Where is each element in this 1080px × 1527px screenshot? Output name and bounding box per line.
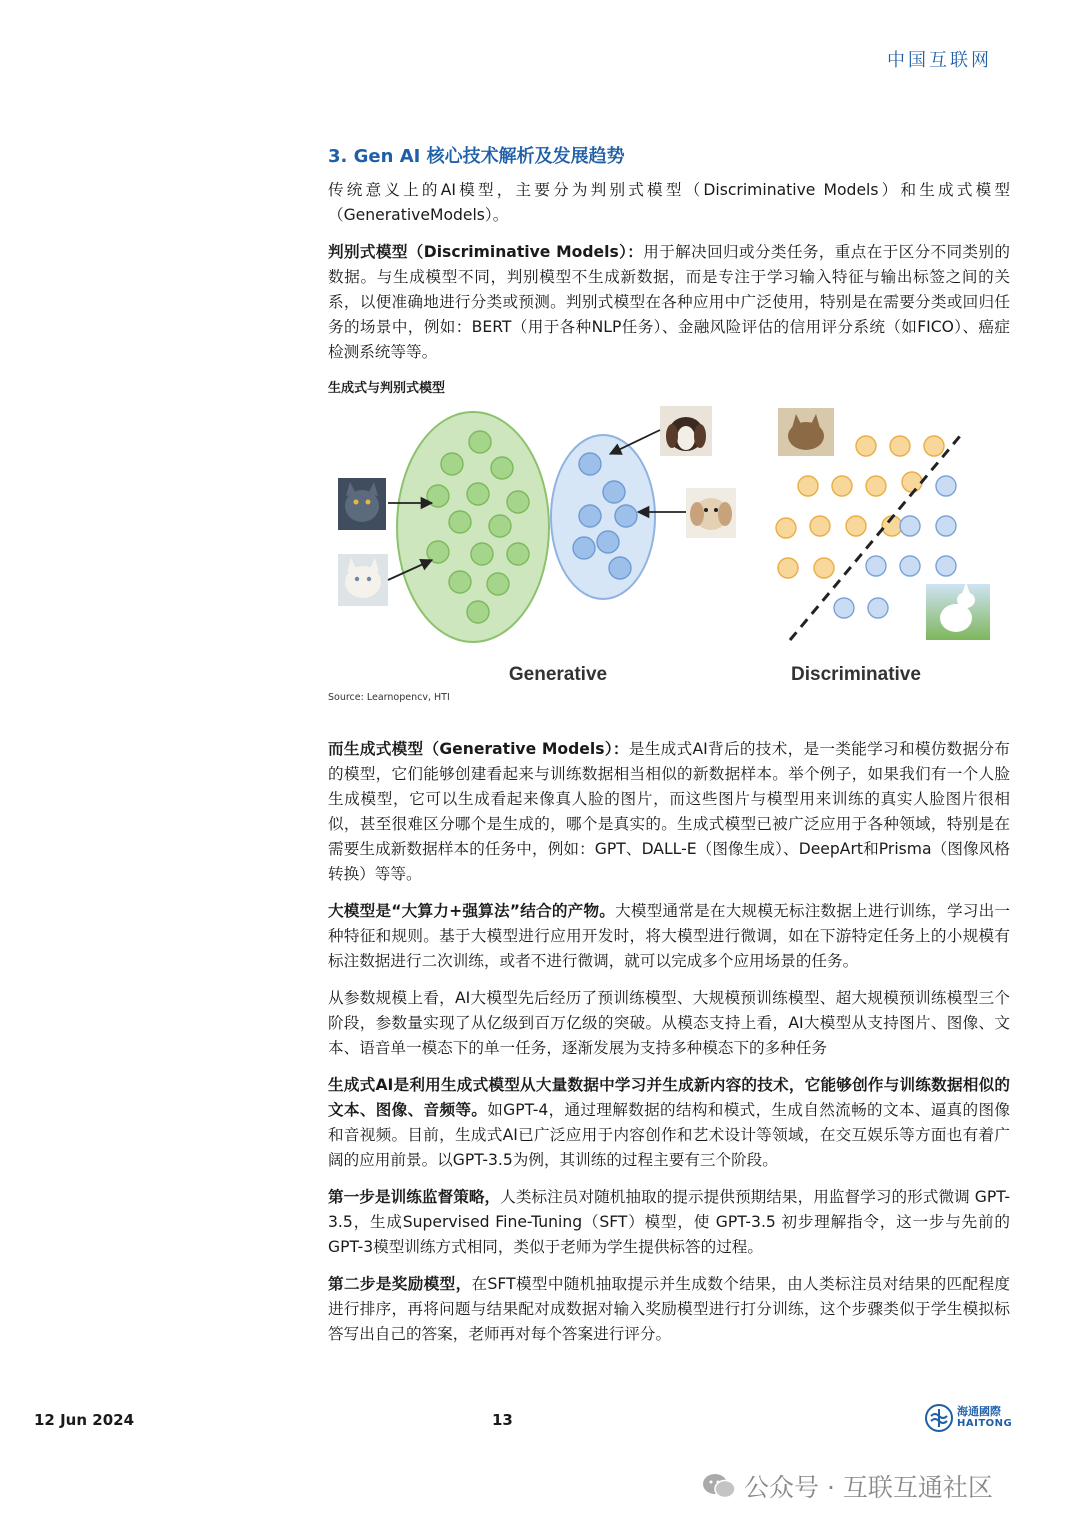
paragraph-text: 大模型通常是在大规模无标注数据上进行训练，学习出一种特征和规则。基于大模型进行应用开发时，将大模型进行微调，如在下游特定任务上的小规模有标注数据进行二次训练，或者不进行微调，就可以完成多个应用场景的任务。 — [328, 902, 1010, 970]
paragraph-text: 人类标注员对随机抽取的提示提供预期结果，用监督学习的形式微调 GPT-3.5，生成Supervised Fine-Tuning（SFT）模型，使 GPT-3.5 初步理解指令，这一步与先前的GPT-3模型训练方式相同，类似于老师为学生提供标答的过程。 — [328, 1188, 1010, 1256]
paragraph-bold-lead: 生成式AI是利用生成式模型从大量数据中学习并生成新内容的技术，它能够创作与训练数据相似的文本、图像、音频等。 — [328, 1076, 1010, 1119]
paragraph-bold-lead: 大模型是“大算力+强算法”结合的产物。 — [328, 902, 616, 920]
dog-image-1 — [660, 406, 712, 456]
paragraph-bold-lead: 而生成式模型（Generative Models）： — [328, 740, 629, 758]
paragraph-bold-lead: 第一步是训练监督策略， — [328, 1188, 501, 1206]
cat-image-2 — [338, 554, 388, 606]
paragraph-step-one — [328, 1185, 1010, 1260]
discriminative-class-ellipse — [551, 435, 655, 599]
paragraph-text: 用于解决回归或分类任务，重点在于区分不同类别的数据。与生成模型不同，判别模型不生成新数据，而是专注于学习输入特征与输出标签之间的关系，以便准确地进行分类或预测。判别式模型在各种应用中广泛使用，特别是在需要分类或回归任务的场景中，例如：BERT（用于各种NLP任务）、金融风险评估的信用评分系统（如FICO）、癌症检测系统等等。 — [328, 243, 1010, 361]
section-title: 3. Gen AI 核心技术解析及发展趋势 — [328, 146, 625, 167]
paragraph-bold-lead: 第二步是奖励模型， — [328, 1275, 472, 1293]
wechat-icon — [702, 1472, 736, 1500]
paragraph-1: 传统意义上的AI模型，主要分为判别式模型（Discriminative Models）和生成式模型（GenerativeModels）。 — [328, 181, 1010, 224]
footer-date: 12 Jun 2024 — [34, 1411, 135, 1429]
logo-text-en: HAITONG — [957, 1418, 1013, 1429]
paragraph-text: 在SFT模型中随机抽取提示并生成数个结果，由人类标注员对结果的匹配程度进行排序，再将问题与结果配对成数据对输入奖励模型进行打分训练，这个步骤类似于学生模拟标答写出自己的答案，老师再对每个答案进行评分。 — [328, 1275, 1010, 1343]
paragraph-discriminative — [328, 240, 1010, 365]
watermark-text: 公众号 · 互联互通社区 — [744, 1473, 993, 1502]
figure-source: Source: Learnopencv, HTI — [328, 692, 450, 703]
label-discriminative: Discriminative — [791, 664, 921, 685]
haitong-logo — [925, 1404, 1012, 1432]
paragraph-generative-ai — [328, 1073, 1010, 1173]
header-brand: 中国互联网 — [887, 50, 992, 71]
figure-illustration — [320, 402, 1010, 692]
main-content — [328, 142, 1010, 1359]
paragraph-parameter-scale: 从参数规模上看，AI大模型先后经历了预训练模型、大规模预训练模型、超大规模预训练模型三个阶段，参数量实现了从亿级到百万亿级的突破。从模态支持上看，AI大模型从支持图片、图像、文本、语音单一模态下的单一任务，逐渐发展为支持多种模态下的多种任务 — [328, 989, 1010, 1057]
cat-image-1 — [338, 478, 386, 530]
dog-image-3 — [926, 582, 990, 640]
paragraph-bold-lead: 判别式模型（Discriminative Models）： — [328, 243, 644, 261]
paragraph-text: 如GPT-4，通过理解数据的结构和模式，生成自然流畅的文本、逼真的图像和音视频。目前，生成式AI已广泛应用于内容创作和艺术设计等领域，在交互娱乐等方面也有着广阔的应用前景。以GPT-3.5为例，其训练的过程主要有三个阶段。 — [328, 1101, 1010, 1169]
figure-generative-vs-discriminative — [320, 402, 1010, 692]
page-number: 13 — [492, 1411, 513, 1429]
dog-image-2 — [686, 488, 736, 538]
label-generative: Generative — [508, 664, 608, 685]
figure-title: 生成式与判别式模型 — [328, 381, 446, 396]
cat-image-3 — [778, 408, 834, 456]
logo-text-cn: 海通國際 — [957, 1405, 1001, 1418]
haitong-logo-icon — [925, 1404, 953, 1432]
paragraph-step-two — [328, 1272, 1010, 1347]
paragraph-generative — [328, 737, 1010, 887]
paragraph-large-model — [328, 899, 1010, 974]
paragraph-text: 是生成式AI背后的技术，是一类能学习和模仿数据分布的模型，它们能够创建看起来与训练数据相当相似的新数据样本。举个例子，如果我们有一个人脸生成模型，它可以生成看起来像真人脸的图片，而这些图片与模型用来训练的真实人脸图片很相似，甚至很难区分哪个是生成的，哪个是真实的。生成式模型已被广泛应用于各种领域，特别是在需要生成新数据样本的任务中，例如：GPT、DALL-E（图像生成）、DeepArt和Prisma（图像风格转换）等等。 — [328, 740, 1010, 883]
wechat-watermark — [702, 1468, 993, 1504]
